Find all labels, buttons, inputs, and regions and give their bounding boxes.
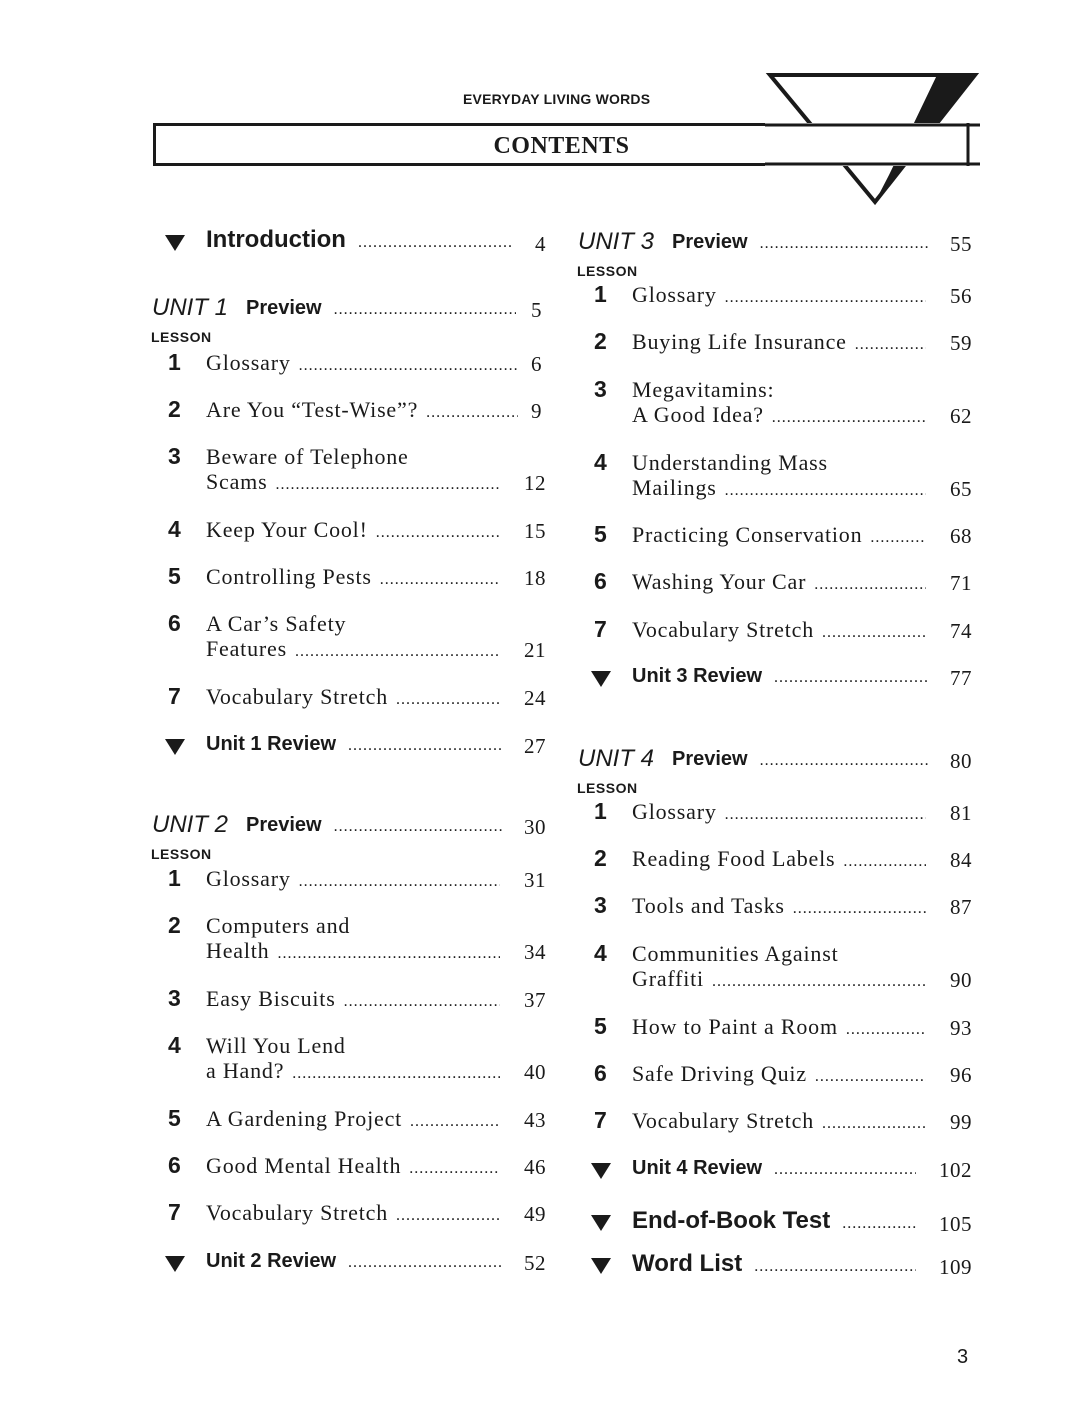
entry-page: 93 [950,1016,972,1040]
lesson-number: 7 [594,1107,607,1133]
lesson-label: LESSON [151,329,212,345]
lesson-title-line2: Scams [206,469,268,494]
entry-page: 34 [524,940,546,964]
triangle-bullet-icon [164,738,186,756]
entry-page: 6 [531,352,542,376]
lesson-number: 6 [168,610,181,636]
lesson-title: Glossary [632,282,717,307]
entry-page: 4 [535,232,546,256]
lesson-title: A Car’s Safety [206,611,347,636]
lesson-title: Buying Life Insurance [632,329,847,354]
lesson-title: Easy Biscuits [206,986,336,1011]
lesson-title-line2: a Hand? [206,1058,285,1083]
triangle-bullet-icon [590,670,612,688]
entry-label: Unit 2 Review [206,1250,337,1272]
page-number: 3 [957,1346,969,1368]
entry-page: 84 [950,848,972,872]
lesson-title: Glossary [206,350,291,375]
lesson-number: 1 [594,798,607,824]
entry-page: 59 [950,331,972,355]
unit-preview[interactable]: Preview ..... [672,231,930,254]
series-title: EVERYDAY LIVING WORDS [463,91,651,107]
entry-page: 49 [524,1202,546,1226]
lesson-title-line2: Features [206,636,287,661]
lesson-number: 3 [594,892,607,918]
unit-label: UNIT 1 [152,294,229,321]
lesson-number: 7 [168,683,181,709]
entry-page: 52 [524,1251,546,1275]
entry-page: 77 [950,666,972,690]
lesson-title: A Gardening Project [206,1106,403,1131]
lesson-title-line2: Mailings [632,475,717,500]
triangle-bullet-icon [164,1255,186,1273]
triangle-bullet-icon [164,234,186,252]
entry-page: 9 [531,399,542,423]
unit-preview[interactable]: Preview ..... [246,297,516,320]
lesson-title: Are You “Test-Wise”? [206,397,419,422]
lesson-title-line2: Graffiti [632,966,704,991]
lesson-number: 3 [168,985,181,1011]
lesson-number: 1 [594,281,607,307]
entry-label: Word List [632,1250,743,1277]
lesson-title: Computers and [206,913,351,938]
triangle-bullet-icon [590,1214,612,1232]
entry-page: 56 [950,284,972,308]
unit-preview[interactable]: Preview ..... [672,748,930,771]
lesson-number: 5 [168,563,181,589]
entry-page: 81 [950,801,972,825]
lesson-title: Practicing Conservation [632,522,863,547]
entry-page: 18 [524,566,546,590]
lesson-title: Megavitamins: [632,377,775,402]
lesson-title: Communities Against [632,941,839,966]
entry-page: 5 [531,298,542,322]
entry-page: 87 [950,895,972,919]
lesson-title: Good Mental Health [206,1153,402,1178]
entry-page: 24 [524,686,546,710]
lesson-title: Understanding Mass [632,450,828,475]
lesson-title: Beware of Telephone [206,444,409,469]
lesson-number: 7 [168,1199,181,1225]
lesson-number: 6 [594,1060,607,1086]
entry-label: Unit 4 Review [632,1157,763,1179]
triangle-bullet-icon [590,1257,612,1275]
decorative-triangle-icon [765,70,980,210]
entry-page: 40 [524,1060,546,1084]
entry-label: Unit 3 Review [632,665,763,687]
lesson-number: 5 [594,1013,607,1039]
entry-page: 43 [524,1108,546,1132]
unit-label: UNIT 4 [578,745,655,772]
lesson-title: Keep Your Cool! [206,517,368,542]
page-title: CONTENTS [493,133,630,159]
lesson-title: Glossary [632,799,717,824]
entry-page: 15 [524,519,546,543]
entry-label: End-of-Book Test [632,1207,831,1234]
entry-page: 62 [950,404,972,428]
entry-page: 99 [950,1110,972,1134]
entry-page: 80 [950,749,972,773]
lesson-number: 2 [168,396,181,422]
lesson-number: 6 [594,568,607,594]
entry-page: 96 [950,1063,972,1087]
lesson-number: 4 [168,516,181,542]
lesson-title: Reading Food Labels [632,846,836,871]
lesson-title: Vocabulary Stretch [206,1200,388,1225]
entry-page: 37 [524,988,546,1012]
unit-label: UNIT 3 [578,228,655,255]
lesson-title: Tools and Tasks [632,893,785,918]
lesson-title: Safe Driving Quiz [632,1061,807,1086]
lesson-number: 2 [594,328,607,354]
lesson-title: Will You Lend [206,1033,346,1058]
lesson-title: Vocabulary Stretch [206,684,388,709]
lesson-number: 1 [168,349,181,375]
lesson-title-line2: Health [206,938,270,963]
lesson-title: Vocabulary Stretch [632,1108,814,1133]
entry-page: 46 [524,1155,546,1179]
lesson-title: Glossary [206,866,291,891]
lesson-label: LESSON [151,846,212,862]
lesson-number: 4 [594,449,607,475]
lesson-number: 4 [594,940,607,966]
lesson-number: 6 [168,1152,181,1178]
triangle-bullet-icon [590,1162,612,1180]
lesson-number: 5 [594,521,607,547]
lesson-title: Vocabulary Stretch [632,617,814,642]
lesson-number: 2 [594,845,607,871]
entry-page: 71 [950,571,972,595]
lesson-title-line2: A Good Idea? [632,402,764,427]
lesson-title: Washing Your Car [632,569,807,594]
entry-page: 21 [524,638,546,662]
entry-page: 105 [939,1212,972,1236]
lesson-number: 3 [594,376,607,402]
entry-page: 12 [524,471,546,495]
entry-page: 90 [950,968,972,992]
lesson-number: 5 [168,1105,181,1131]
entry-page: 65 [950,477,972,501]
entry-page: 109 [939,1255,972,1279]
entry-page: 30 [524,815,546,839]
lesson-label: LESSON [577,780,638,796]
entry-page: 31 [524,868,546,892]
lesson-number: 7 [594,616,607,642]
lesson-title: Controlling Pests [206,564,372,589]
unit-label: UNIT 2 [152,811,229,838]
entry-page: 74 [950,619,972,643]
lesson-number: 3 [168,443,181,469]
entry-page: 55 [950,232,972,256]
lesson-number: 1 [168,865,181,891]
unit-preview[interactable]: Preview ..... [246,814,504,837]
entry-page: 27 [524,734,546,758]
lesson-number: 4 [168,1032,181,1058]
entry-label: Introduction [206,226,346,253]
entry-label: Unit 1 Review [206,733,337,755]
entry-page: 102 [939,1158,972,1182]
entry-page: 68 [950,524,972,548]
lesson-label: LESSON [577,263,638,279]
lesson-title: How to Paint a Room [632,1014,838,1039]
lesson-number: 2 [168,912,181,938]
